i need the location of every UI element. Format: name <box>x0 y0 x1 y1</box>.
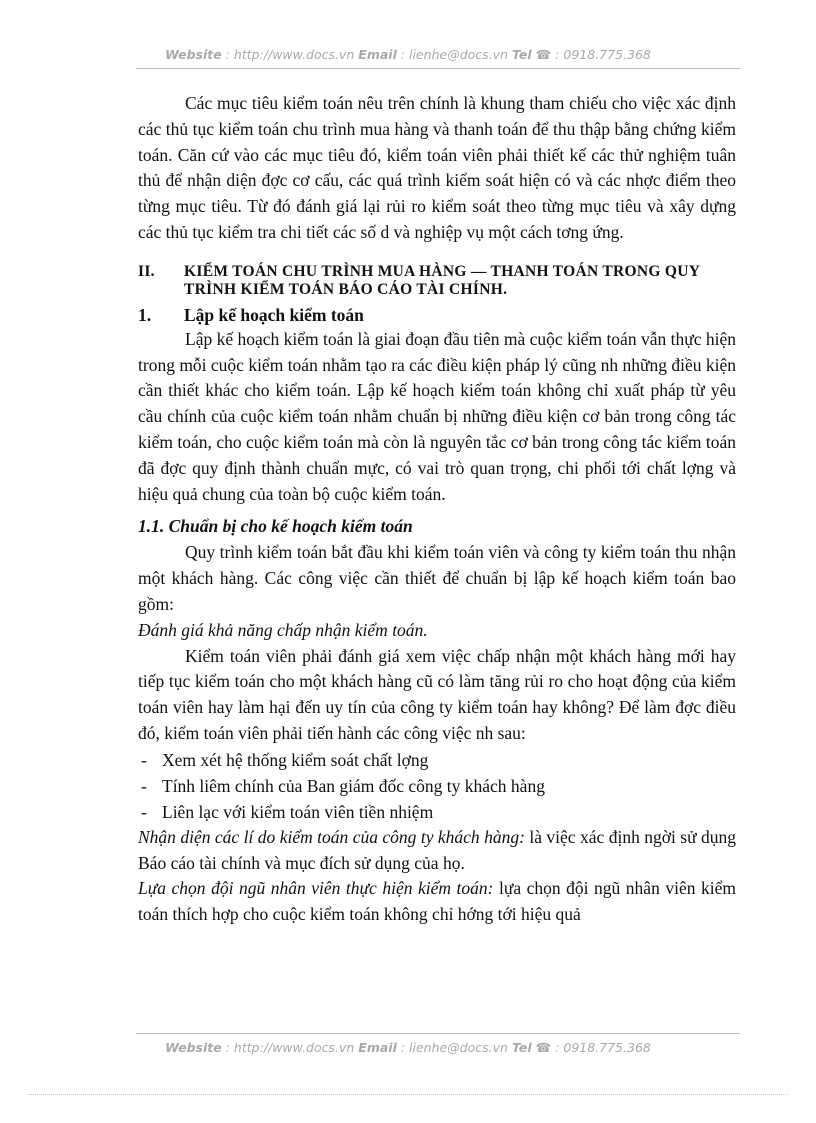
paragraph-evaluation: Kiểm toán viên phải đánh giá xem việc chấp nhận một khách hàng mới hay tiếp tục kiểm toán cho một khách hàng cũ có làm tăng rủi ro cho hoạt động của kiểm toán viên hay làm hại đến uy tín của công ty kiểm toán hay không? Để làm đợc điều đó, kiểm toán viên phải tiến hành các công việc nh sau: <box>138 645 736 743</box>
page-footer <box>0 1040 816 1055</box>
header-tel-value: ☎ : 0918.775.368 <box>535 47 651 62</box>
subsection-title: Lập kế hoạch kiểm toán <box>184 304 364 325</box>
paragraph-staff <box>138 876 736 928</box>
staff-lead: Lựa chọn đội ngũ nhân viên thực hiện kiểm toán: <box>138 878 494 899</box>
header-website-label: Website <box>165 47 222 62</box>
footer-website-url: : http://www.docs.vn <box>225 1040 355 1055</box>
paragraph-planning: Lập kế hoạch kiểm toán là giai đoạn đầu tiên mà cuộc kiểm toán vẫn thực hiện trong mỗi cuộc kiểm toán nhằm tạo ra các điều kiện pháp lý cũng nh những điều kiện cần thiết khác cho kiểm toán. Lập kế hoạch kiểm toán không chỉ xuất pháp từ yêu cầu chính của cuộc kiểm toán nhằm chuẩn bị những điều kiện cơ bản trong công tác kiểm toán, cho cuộc kiểm toán mà còn là nguyên tắc cơ bản trong công tác kiểm toán đã đợc quy định thành chuẩn mực, có vai trò quan trọng, chi phối tới chất lợng và hiệu quả chung của toàn bộ cuộc kiểm toán. <box>138 328 736 504</box>
footer-tel-value: ☎ : 0918.775.368 <box>535 1040 651 1055</box>
italic-heading-acceptance: Đánh giá khả năng chấp nhận kiểm toán. <box>138 619 428 640</box>
page-content <box>138 91 736 928</box>
bullet-dash: - <box>141 801 147 822</box>
footer-email-value: : lienhe@docs.vn <box>400 1040 508 1055</box>
footer-divider <box>136 1033 740 1034</box>
list-item <box>138 773 736 799</box>
page-header <box>0 47 816 62</box>
subsubsection-heading-1-1: 1.1. Chuẩn bị cho kế hoạch kiểm toán <box>138 516 413 537</box>
header-divider <box>136 68 740 69</box>
header-email-value: : lienhe@docs.vn <box>400 47 508 62</box>
staff-text: lựa chọn đội ngũ nhân viên kiểm toán thích hợp cho cuộc kiểm toán không chỉ hớng tới hiệu quả <box>138 878 736 925</box>
section-heading-ii <box>138 263 736 299</box>
paragraph-process: Quy trình kiểm toán bắt đầu khi kiểm toán viên và công ty kiểm toán thu nhận một khách hàng. Các công việc cần thiết để chuẩn bị lập kế hoạch kiểm toán bao gồm: <box>138 542 736 614</box>
paragraph-reasons <box>138 825 736 877</box>
bullet-text: Liên lạc với kiểm toán viên tiền nhiệm <box>162 801 434 822</box>
header-email-label: Email <box>358 47 397 62</box>
bullet-text: Tính liêm chính của Ban giám đốc công ty khách hàng <box>162 775 545 796</box>
reasons-text: là việc xác định ngời sử dụng Báo cáo tài chính và mục đích sử dụng của họ. <box>138 826 737 873</box>
header-website-url: : http://www.docs.vn <box>225 47 355 62</box>
list-item <box>138 799 736 825</box>
subsection-number: 1. <box>138 304 152 325</box>
footer-email-label: Email <box>358 1040 397 1055</box>
reasons-lead: Nhận diện các lí do kiểm toán của công ty khách hàng: <box>138 826 525 847</box>
page-bottom-dotted-line <box>28 1094 788 1095</box>
section-title: KIỂM TOÁN CHU TRÌNH MUA HÀNG — THANH TOÁN TRONG QUY TRÌNH KIỂM TOÁN BÁO CÁO TÀI CHÍNH. <box>184 262 700 298</box>
footer-website-label: Website <box>165 1040 222 1055</box>
header-tel-label: Tel <box>511 47 532 62</box>
bullet-text: Xem xét hệ thống kiểm soát chất lợng <box>162 749 429 770</box>
bullet-dash: - <box>141 775 147 796</box>
list-item <box>138 747 736 773</box>
subsection-heading-1 <box>138 303 736 327</box>
paragraph-objectives: Các mục tiêu kiểm toán nêu trên chính là khung tham chiếu cho việc xác định các thủ tục kiểm toán chu trình mua hàng và thanh toán để thu thập bằng chứng kiểm toán. Căn cứ vào các mục tiêu đó, kiểm toán viên phải thiết kế các thử nghiệm tuân thủ để nhận diện đợc cơ cấu, các quá trình kiểm soát hiện có và các nhợc điểm theo từng mục tiêu. Từ đó đánh giá lại rủi ro kiểm soát theo từng mục tiêu và xây dựng các thủ tục kiểm tra chi tiết các số d và nghiệp vụ một cách tơng ứng. <box>138 93 736 242</box>
footer-tel-label: Tel <box>511 1040 532 1055</box>
section-number: II. <box>138 262 155 280</box>
bullet-dash: - <box>141 749 147 770</box>
